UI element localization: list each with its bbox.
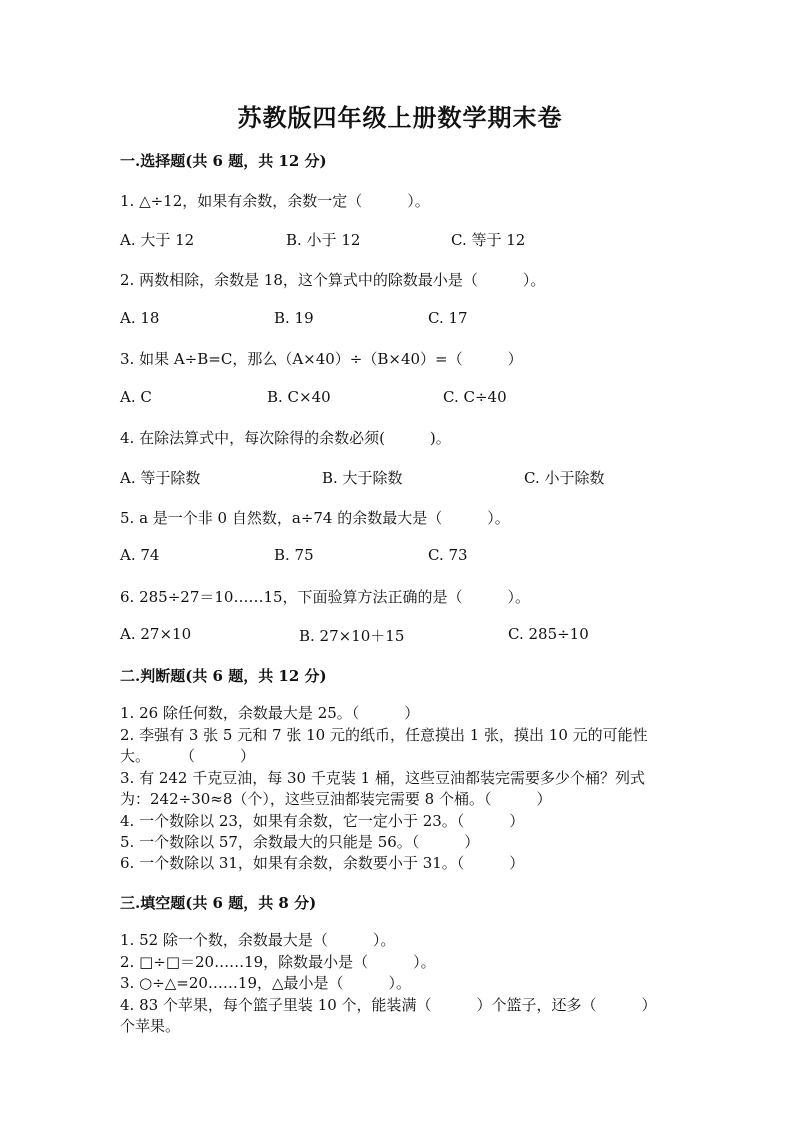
- choice-question-5: 5. a 是一个非 0 自然数，a÷74 的余数最大是（ ）。: [120, 509, 510, 527]
- choice-question-4: 4. 在除法算式中，每次除得的余数必须( )。: [120, 429, 451, 447]
- choice-3-option-a: A. C: [120, 388, 152, 406]
- judge-line-6: 4. 一个数除以 23，如果有余数，它一定小于 23。（ ）: [120, 812, 525, 830]
- page-title: 苏教版四年级上册数学期末卷: [237, 103, 563, 132]
- choice-5-option-a: A. 74: [120, 546, 160, 564]
- judge-line-4: 3. 有 242 千克豆油，每 30 千克装 1 桶，这些豆油都装完需要多少个桶？列式: [120, 769, 645, 787]
- choice-6-option-b: B. 27×10＋15: [299, 627, 405, 645]
- judge-line-1: 1. 26 除任何数，余数最大是 25。（ ）: [120, 704, 420, 722]
- choice-3-option-b: B. C×40: [267, 388, 331, 406]
- section-heading-choice: 一.选择题(共 6 题，共 12 分): [120, 152, 327, 170]
- choice-question-3: 3. 如果 A÷B=C，那么（A×40）÷（B×40）=（ ）: [120, 350, 523, 368]
- choice-4-option-c: C. 小于除数: [524, 469, 605, 487]
- choice-1-option-b: B. 小于 12: [286, 231, 361, 249]
- choice-question-6: 6. 285÷27＝10……15，下面验算方法正确的是（ ）。: [120, 588, 531, 606]
- choice-2-option-a: A. 18: [120, 309, 160, 327]
- choice-1-option-c: C. 等于 12: [451, 231, 526, 249]
- choice-6-option-c: C. 285÷10: [508, 625, 589, 643]
- choice-4-option-a: A. 等于除数: [120, 469, 201, 487]
- choice-question-2: 2. 两数相除，余数是 18，这个算式中的除数最小是（ ）。: [120, 271, 546, 289]
- choice-4-option-b: B. 大于除数: [322, 469, 403, 487]
- judge-line-2: 2. 李强有 3 张 5 元和 7 张 10 元的纸币，任意摸出 1 张，摸出 10 元的可能性: [120, 726, 648, 744]
- judge-line-8: 6. 一个数除以 31，如果有余数，余数要小于 31。（ ）: [120, 854, 525, 872]
- choice-question-1: 1. △÷12，如果有余数，余数一定（ ）。: [120, 192, 430, 210]
- choice-3-option-c: C. C÷40: [443, 388, 507, 406]
- judge-line-5: 为：242÷30≈8（个），这些豆油都装完需要 8 个桶。（ ）: [120, 790, 552, 808]
- fill-line-3: 3. ○÷△=20……19，△最小是（ ）。: [120, 974, 412, 992]
- choice-5-option-b: B. 75: [274, 546, 314, 564]
- fill-line-2: 2. □÷□＝20……19，除数最小是（ ）。: [120, 953, 436, 971]
- choice-6-option-a: A. 27×10: [120, 625, 192, 643]
- fill-line-5: 个苹果。: [120, 1017, 181, 1035]
- choice-5-option-c: C. 73: [428, 546, 468, 564]
- section-heading-judge: 二.判断题(共 6 题，共 12 分): [120, 667, 327, 685]
- judge-line-3: 大。 （ ）: [120, 747, 256, 765]
- choice-1-option-a: A. 大于 12: [120, 231, 195, 249]
- section-heading-fill: 三.填空题(共 6 题，共 8 分): [120, 894, 317, 912]
- judge-line-7: 5. 一个数除以 57，余数最大的只能是 56。（ ）: [120, 833, 480, 851]
- choice-2-option-c: C. 17: [428, 309, 468, 327]
- choice-2-option-b: B. 19: [274, 309, 314, 327]
- fill-line-1: 1. 52 除一个数，余数最大是（ ）。: [120, 931, 396, 949]
- fill-line-4: 4. 83 个苹果，每个篮子里装 10 个，能装满（ ）个篮子，还多（ ）: [120, 996, 657, 1014]
